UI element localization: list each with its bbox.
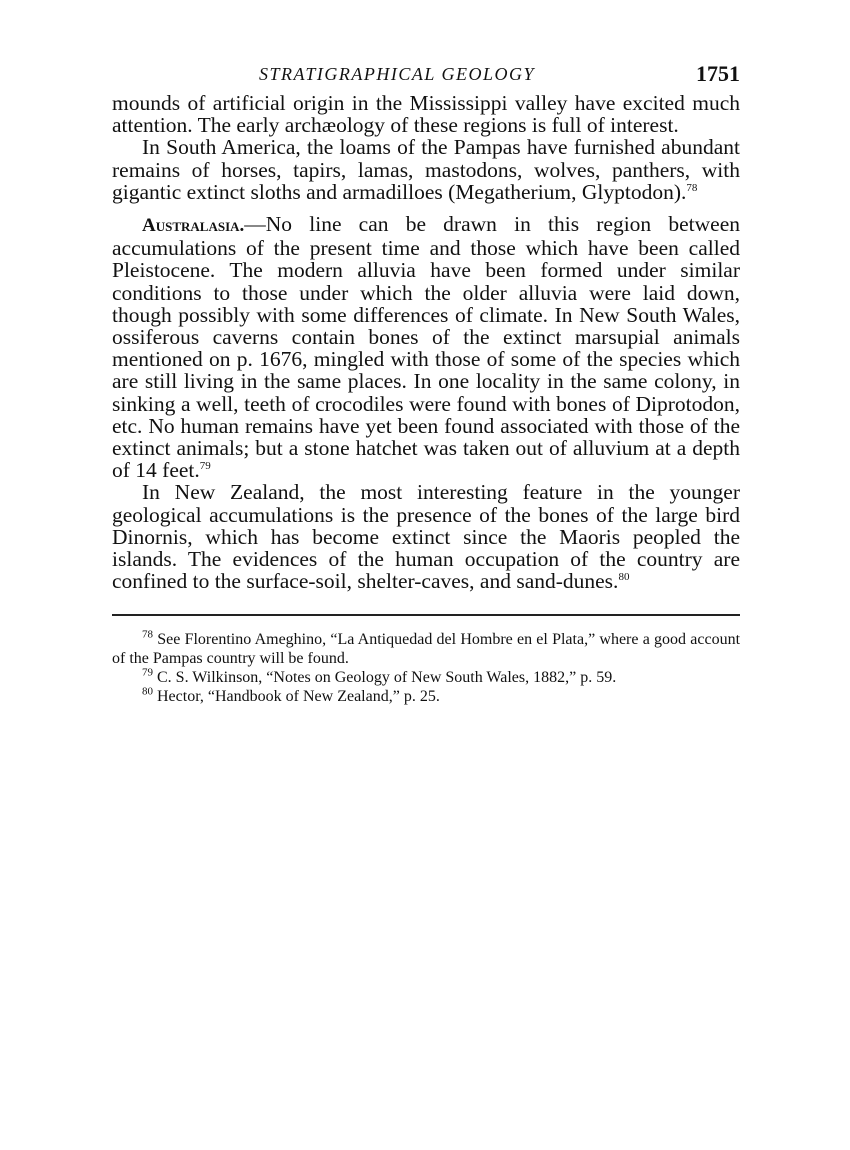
footnotes xyxy=(112,630,740,706)
section-heading-australasia: Australasia. xyxy=(142,215,245,237)
footnote-number: 79 xyxy=(142,667,153,680)
page xyxy=(112,58,740,706)
paragraph-new-zealand xyxy=(112,481,740,592)
paragraph-south-america xyxy=(112,136,740,203)
footnote-80 xyxy=(112,687,740,706)
running-title: STRATIGRAPHICAL GEOLOGY xyxy=(259,64,536,84)
paragraph-text: In New Zealand, the most interesting feature in the younger geological accumulations is the presence of the bones of the large bird Dinornis, which has become extinct since the Maoris peopled the islands. The evidences of the human occupation of the country are confined to the surface-soil, shelter-caves, and sand-dunes. xyxy=(112,480,740,594)
footnote-text: See Florentino Ameghino, “La Antiquedad del Hombre en el Plata,” where a good account of the Pampas country will be found. xyxy=(112,631,741,668)
paragraph-text: mounds of artificial origin in the Mississippi valley have excited much attention. The early archæology of these regions is full of interest. xyxy=(112,91,740,138)
page-number: 1751 xyxy=(696,61,740,86)
paragraph-australasia xyxy=(112,213,740,481)
footnote-text: C. S. Wilkinson, “Notes on Geology of New South Wales, 1882,” p. 59. xyxy=(157,669,617,687)
paragraph-text: —No line can be drawn in this region between accumulations of the present time and those which have been called Pleistocene. The modern alluvia have been formed under similar conditions to those under which the older alluvia were laid down, though possibly with some differences of climate. In New South Wales, ossiferous caverns contain bones of the extinct marsupial animals mentioned on p. 1676, mingled with those of some of the species which are still living in the same places. In one locality in the same colony, in sinking a well, teeth of crocodiles were found with bones of Diprotodon, etc. No human remains have yet been found associated with those of the extinct animals; but a stone hatchet was taken out of alluvium at a depth of 14 feet. xyxy=(112,212,740,483)
footnote-79 xyxy=(112,668,740,687)
footnote-divider xyxy=(112,614,740,616)
footnote-number: 78 xyxy=(142,629,153,642)
footnote-text: Hector, “Handbook of New Zealand,” p. 25. xyxy=(157,688,440,706)
footnote-number: 80 xyxy=(142,686,153,699)
footnote-ref-80[interactable]: 80 xyxy=(618,571,630,584)
footnote-ref-78[interactable]: 78 xyxy=(686,181,698,194)
footnote-78 xyxy=(112,630,740,668)
body-text xyxy=(112,92,740,592)
running-head xyxy=(112,58,740,92)
paragraph-mississippi xyxy=(112,92,740,136)
footnote-ref-79[interactable]: 79 xyxy=(199,460,211,473)
paragraph-text: In South America, the loams of the Pampas have furnished abundant remains of horses, tapirs, lamas, mastodons, wolves, panthers, with gigantic extinct sloths and armadilloes (Megatherium, Glyptodon). xyxy=(112,135,740,204)
